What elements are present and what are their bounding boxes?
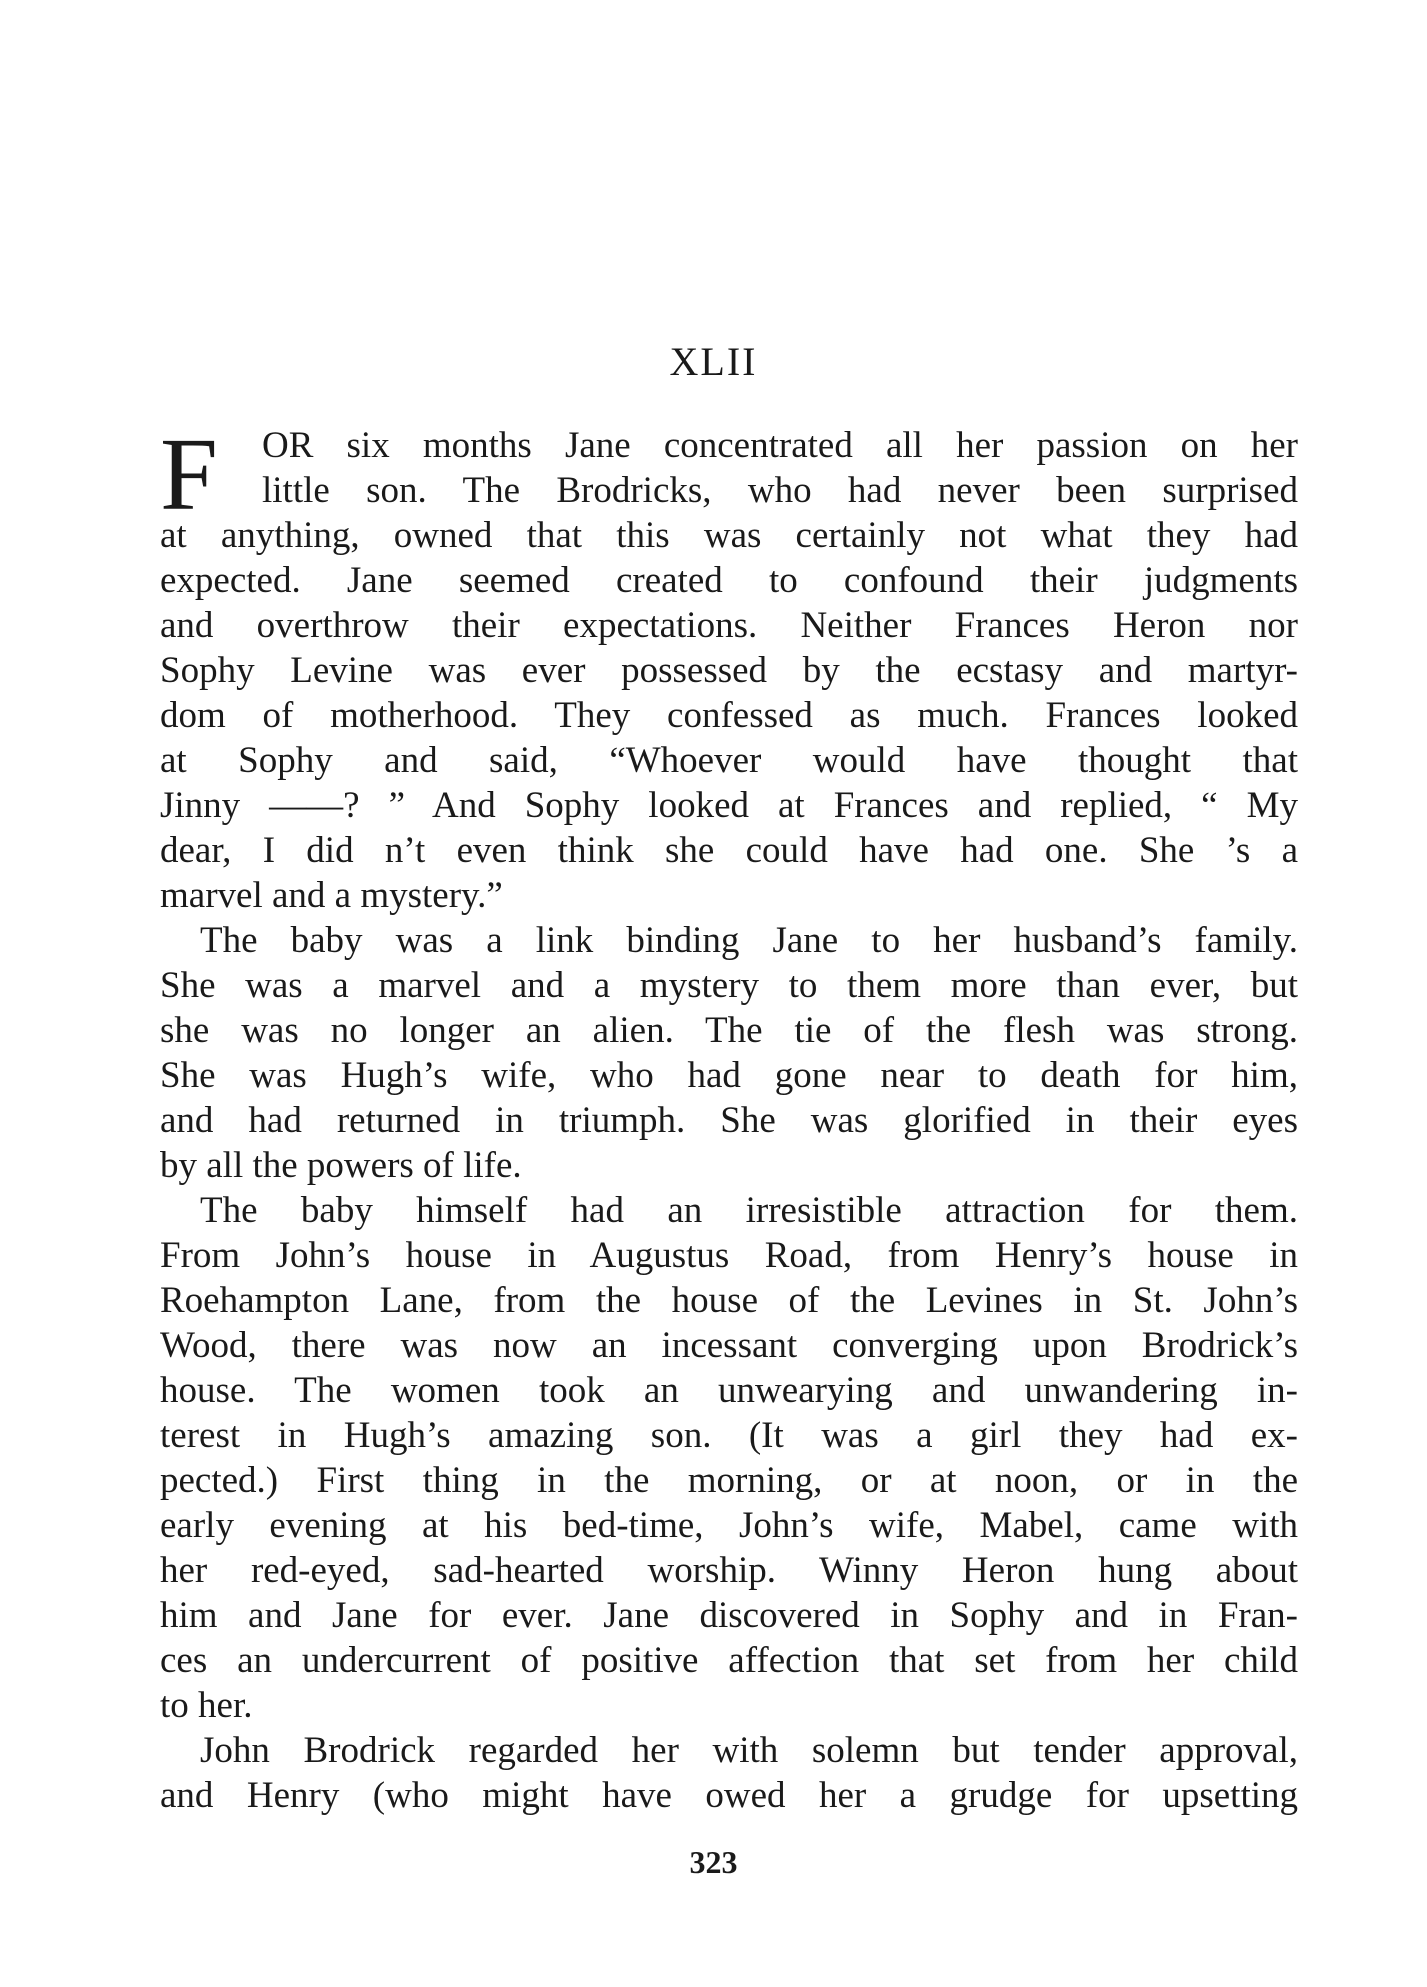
text-line: The baby himself had an irresistible attraction for them. (200, 1190, 1298, 1231)
text-line: she was no longer an alien. The tie of the flesh was strong. (160, 1010, 1298, 1051)
text-line: little son. The Brodricks, who had never been surprised (262, 470, 1298, 511)
text-line: She was a marvel and a mystery to them more than ever, but (160, 965, 1298, 1006)
text-line: She was Hugh’s wife, who had gone near to death for him, (160, 1055, 1298, 1096)
text-line: From John’s house in Augustus Road, from Henry’s house in (160, 1235, 1298, 1276)
text-line: Sophy Levine was ever possessed by the ecstasy and martyr- (160, 650, 1298, 691)
drop-cap: F (160, 417, 218, 532)
text-line: early evening at his bed-time, John’s wife, Mabel, came with (160, 1505, 1298, 1546)
text-line: dear, I did n’t even think she could have had one. She ’s a (160, 830, 1298, 871)
text-line: him and Jane for ever. Jane discovered in Sophy and in Fran- (160, 1595, 1298, 1636)
text-line: by all the powers of life. (160, 1145, 522, 1186)
text-line: John Brodrick regarded her with solemn but tender approval, (200, 1730, 1298, 1771)
text-line: at Sophy and said, “Whoever would have thought that (160, 740, 1298, 781)
text-line: her red-eyed, sad-hearted worship. Winny Heron hung about (160, 1550, 1298, 1591)
text-line: to her. (160, 1685, 253, 1726)
text-line: Roehampton Lane, from the house of the Levines in St. John’s (160, 1280, 1298, 1321)
page-number: 323 (689, 1844, 738, 1880)
text-line: ces an undercurrent of positive affection that set from her child (160, 1640, 1298, 1681)
text-line: pected.) First thing in the morning, or at noon, or in the (160, 1460, 1298, 1501)
text-line: OR six months Jane concentrated all her passion on her (262, 425, 1298, 466)
text-line: at anything, owned that this was certainly not what they had (160, 515, 1298, 556)
text-line: and had returned in triumph. She was glorified in their eyes (160, 1100, 1298, 1141)
chapter-heading: XLII (669, 339, 758, 384)
text-line: Wood, there was now an incessant converging upon Brodrick’s (160, 1325, 1298, 1366)
text-line: dom of motherhood. They confessed as much. Frances looked (160, 695, 1298, 736)
text-line: marvel and a mystery.” (160, 875, 503, 916)
text-line: house. The women took an unwearying and unwandering in- (160, 1370, 1298, 1411)
text-line: Jinny ——? ” And Sophy looked at Frances and replied, “ My (160, 785, 1298, 826)
text-line: expected. Jane seemed created to confound their judgments (160, 560, 1298, 601)
text-line: and overthrow their expectations. Neither Frances Heron nor (160, 605, 1298, 646)
text-line: The baby was a link binding Jane to her husband’s family. (200, 920, 1298, 961)
text-line: terest in Hugh’s amazing son. (It was a girl they had ex- (160, 1415, 1298, 1456)
text-line: and Henry (who might have owed her a grudge for upsetting (160, 1775, 1298, 1816)
